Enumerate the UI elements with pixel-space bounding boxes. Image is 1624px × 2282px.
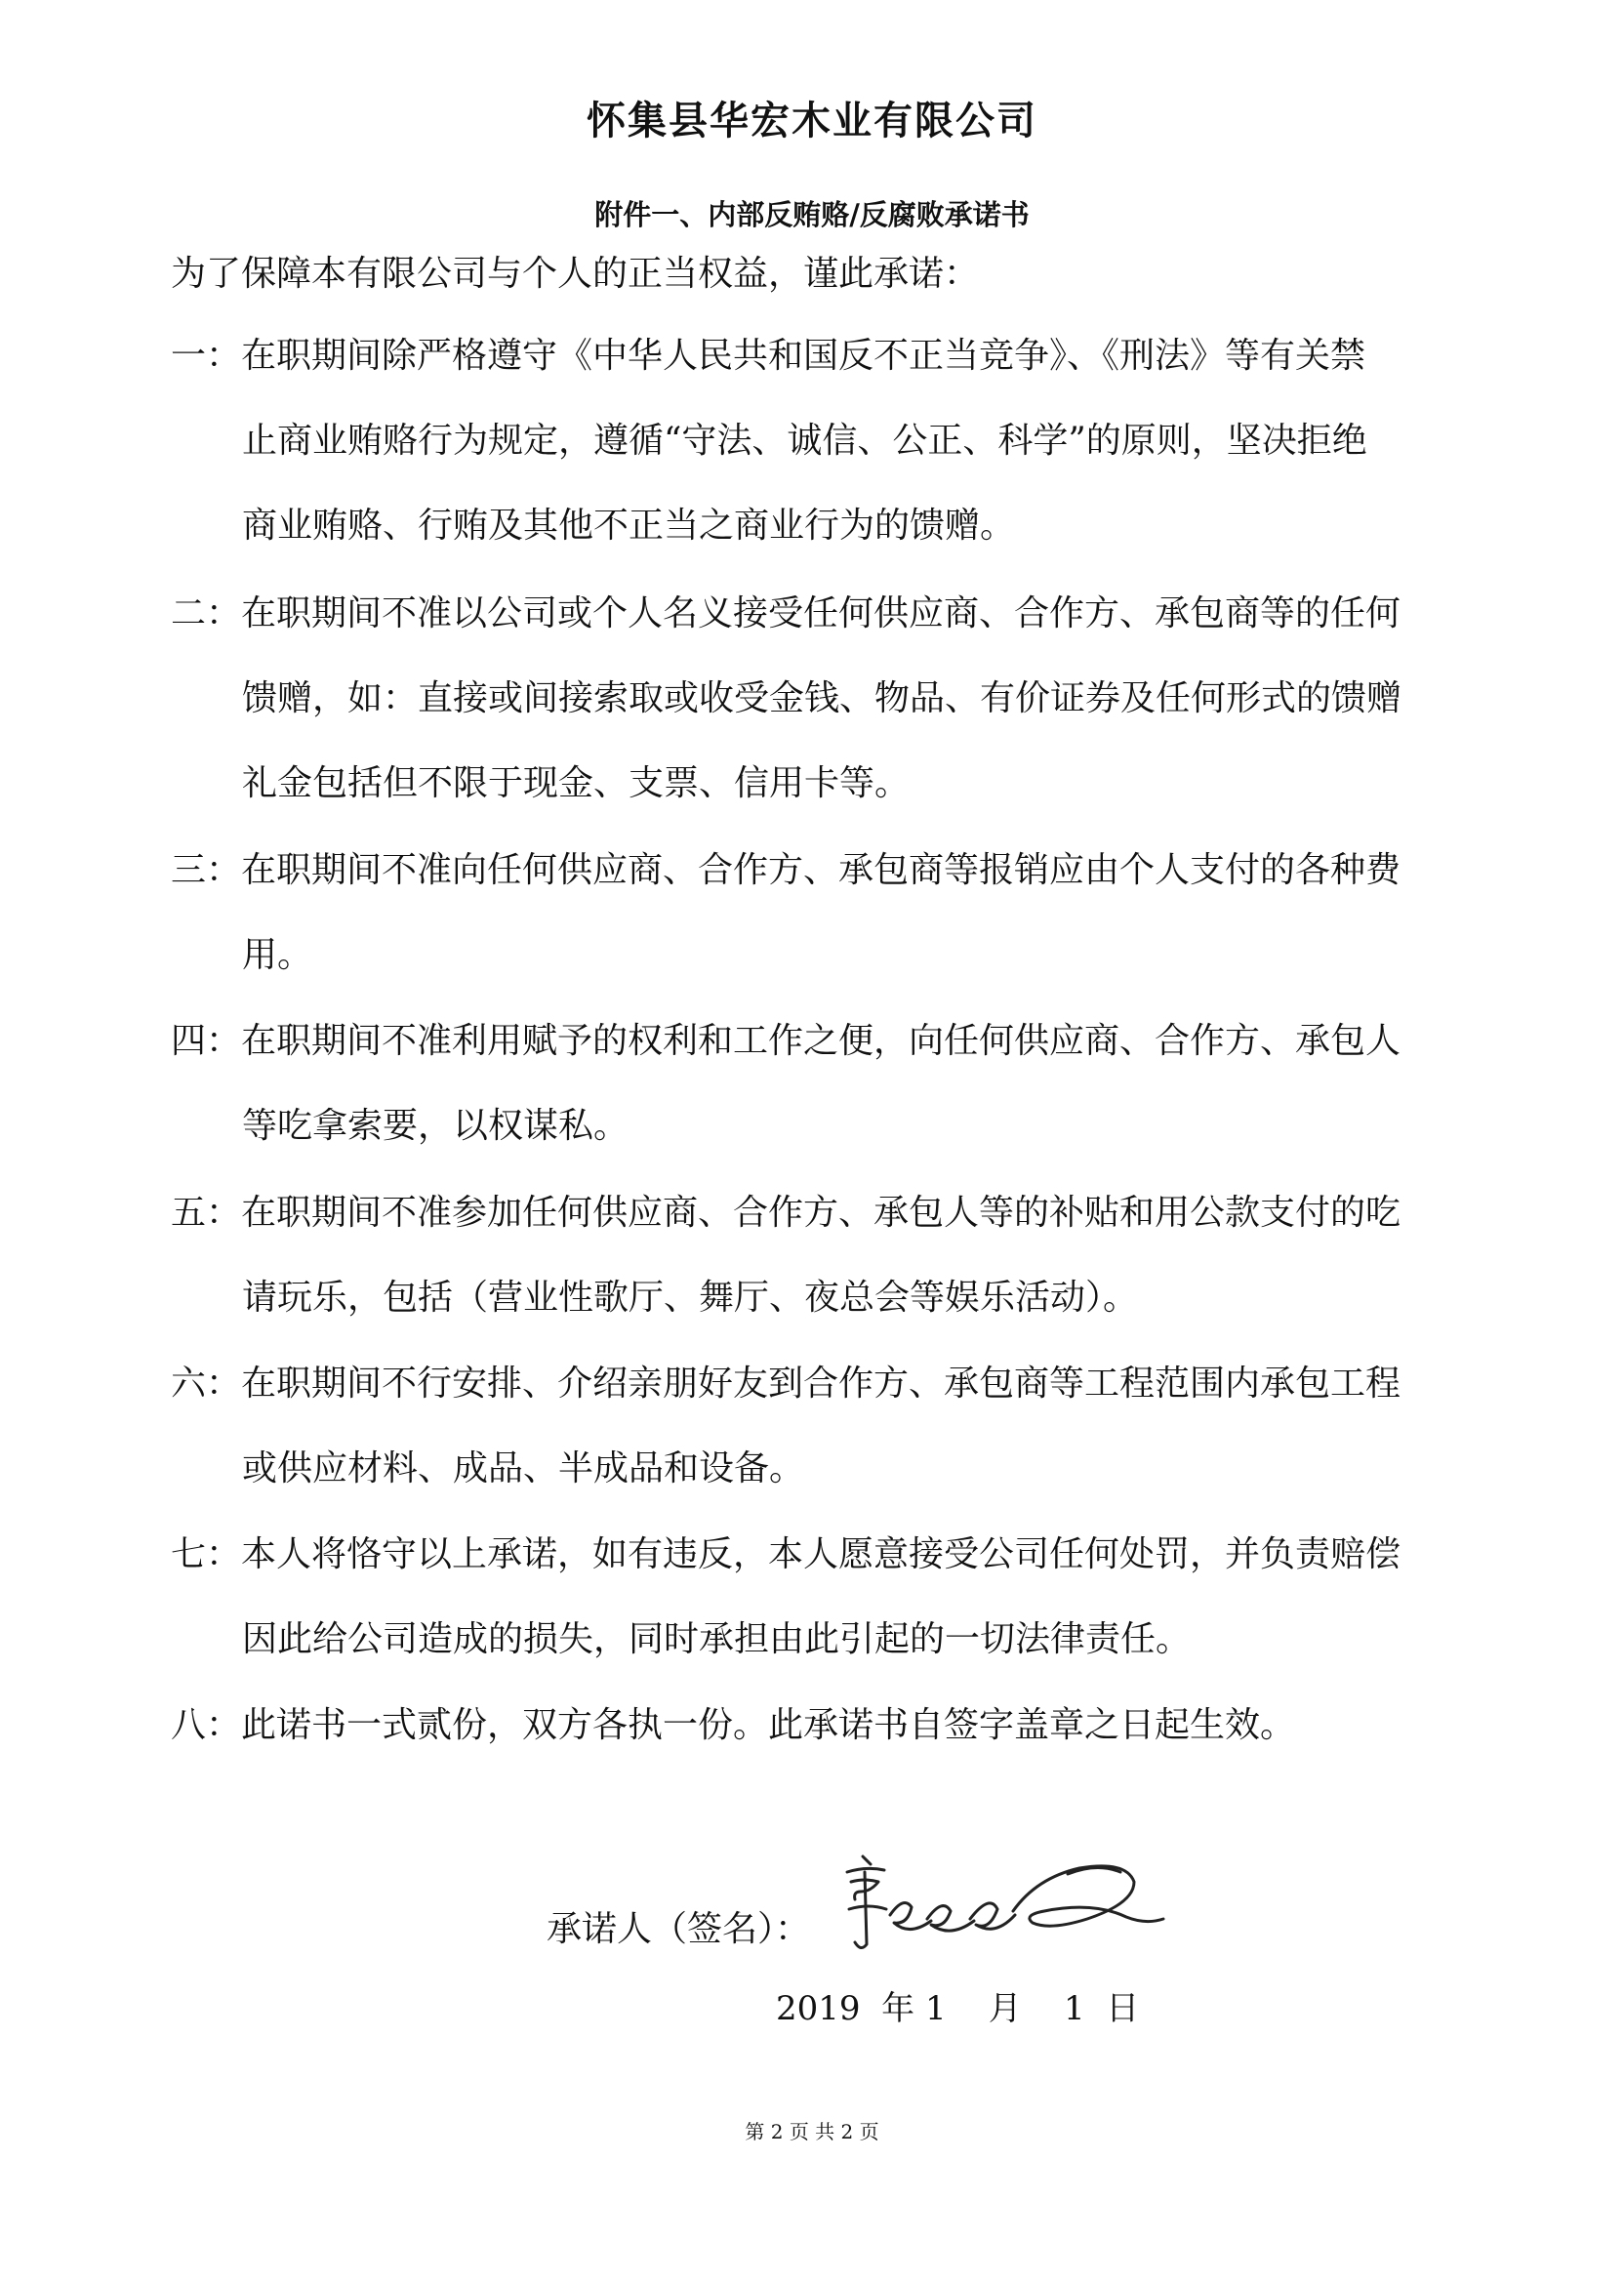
company-title: 怀集县华宏木业有限公司 xyxy=(587,99,1037,143)
clause-line: 五：在职期间不准参加任何供应商、合作方、承包人等的补贴和用公款支付的吃 xyxy=(171,1193,1401,1233)
signer-label: 承诺人（签名）： xyxy=(547,1909,811,1949)
clause-4 xyxy=(171,1017,1488,1187)
clause-line: 馈赠，如：直接或间接索取或收受金钱、物品、有价证券及任何形式的馈赠 xyxy=(242,678,1402,718)
clause-line: 等吃拿索要，以权谋私。 xyxy=(242,1106,629,1146)
clause-line: 用。 xyxy=(242,935,313,975)
clause-line: 六：在职期间不行安排、介绍亲朋好友到合作方、承包商等工程范围内承包工程 xyxy=(171,1364,1401,1404)
clause-line: 请玩乐，包括（营业性歌厅、舞厅、夜总会等娱乐活动）。 xyxy=(242,1278,1139,1318)
clause-7 xyxy=(171,1530,1488,1700)
page-number: 第 2 页 共 2 页 xyxy=(745,2120,879,2143)
clause-1 xyxy=(171,332,1488,587)
intro-paragraph: 为了保障本有限公司与个人的正当权益，谨此承诺： xyxy=(171,254,980,294)
clause-3 xyxy=(171,846,1488,1016)
clause-6 xyxy=(171,1360,1488,1529)
clause-line: 止商业贿赂行为规定，遵循“守法、诚信、公正、科学”的原则，坚决拒绝 xyxy=(242,421,1367,461)
clause-line: 礼金包括但不限于现金、支票、信用卡等。 xyxy=(242,763,911,803)
clause-line: 八：此诺书一式贰份，双方各执一份。此承诺书自签字盖章之日起生效。 xyxy=(171,1705,1296,1745)
clause-line: 因此给公司造成的损失，同时承担由此引起的一切法律责任。 xyxy=(242,1619,1192,1659)
clause-line: 二：在职期间不准以公司或个人名义接受任何供应商、合作方、承包商等的任何 xyxy=(171,593,1401,633)
clause-line: 一：在职期间除严格遵守《中华人民共和国反不正当竞争》、《刑法》等有关禁 xyxy=(171,336,1366,376)
clause-line: 四：在职期间不准利用赋予的权利和工作之便，向任何供应商、合作方、承包人 xyxy=(171,1021,1401,1061)
clause-8 xyxy=(171,1701,1488,1786)
clause-2 xyxy=(171,590,1488,844)
document-subtitle: 附件一、内部反贿赂/反腐败承诺书 xyxy=(594,198,1030,231)
clause-5 xyxy=(171,1189,1488,1359)
handwritten-signature xyxy=(841,1843,1173,1970)
clause-line: 三：在职期间不准向任何供应商、合作方、承包商等报销应由个人支付的各种费 xyxy=(171,850,1401,890)
signing-date: 2019 年 1 月 1 日 xyxy=(776,1989,1140,2028)
clause-line: 七：本人将恪守以上承诺，如有违反，本人愿意接受公司任何处罚，并负责赔偿 xyxy=(171,1534,1401,1574)
clause-line: 或供应材料、成品、半成品和设备。 xyxy=(242,1448,805,1488)
clause-line: 商业贿赂、行贿及其他不正当之商业行为的馈赠。 xyxy=(242,506,1016,546)
